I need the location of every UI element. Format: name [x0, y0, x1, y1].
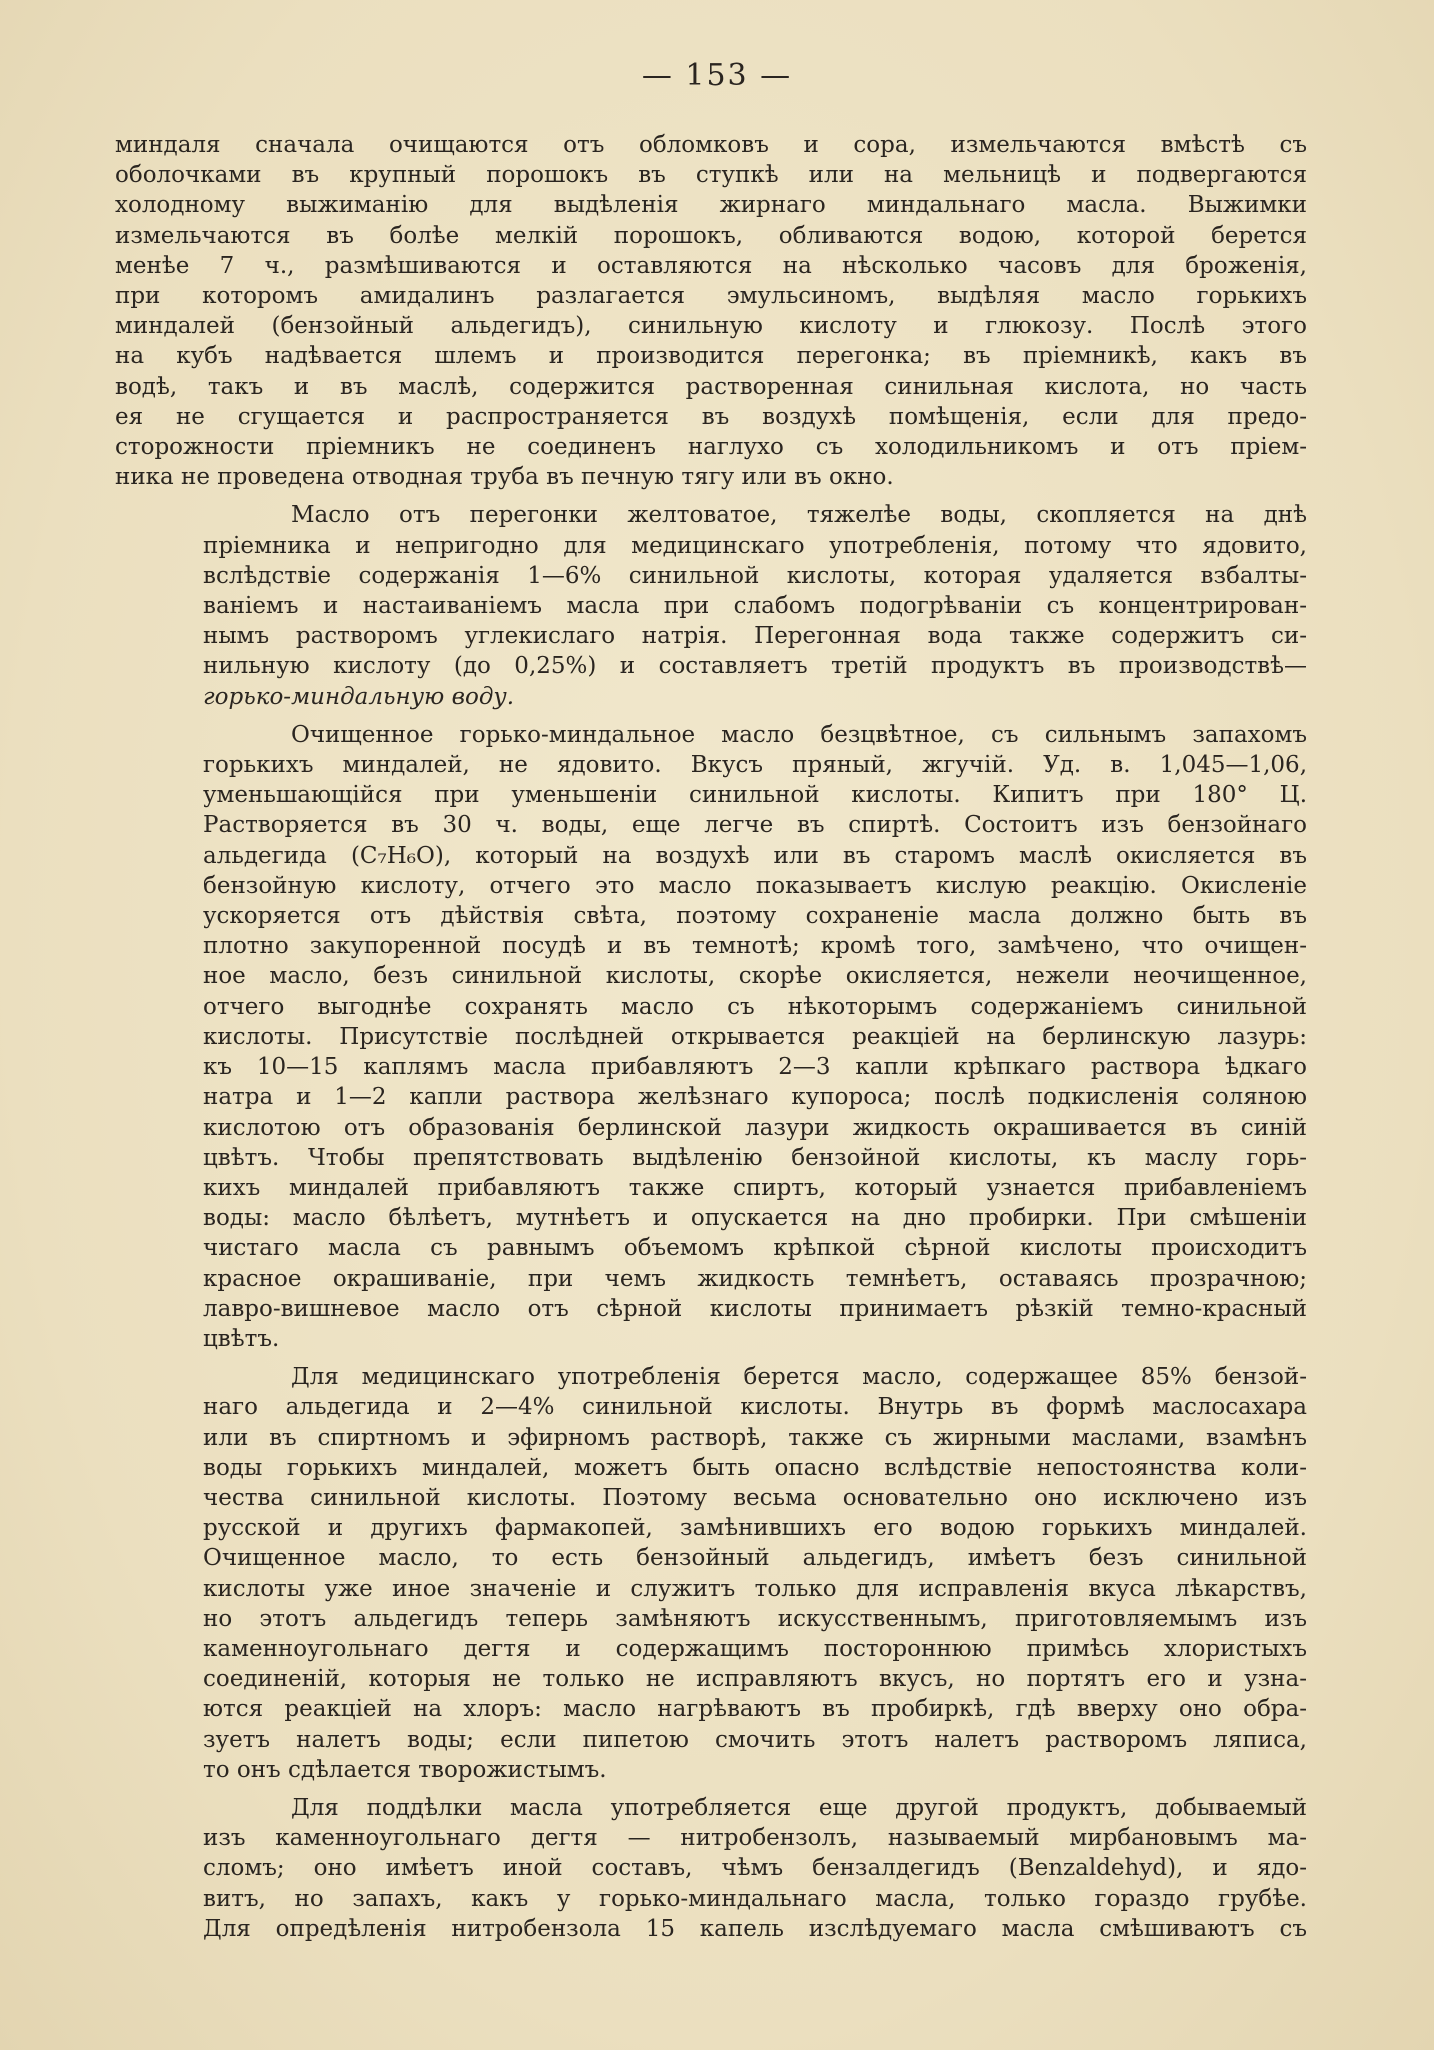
text-line: лавро-вишневое масло отъ сѣрной кислоты принимаетъ рѣзкій темно-красный	[203, 1295, 1307, 1322]
text-line: или въ спиртномъ и эфирномъ растворѣ, также съ жирными маслами, взамѣнъ	[203, 1424, 1307, 1451]
text-line: Масло отъ перегонки желтоватое, тяжелѣе воды, скопляется на днѣ	[291, 502, 1307, 529]
text-line: нымъ растворомъ углекислаго натрія. Перегонная вода также содержитъ си-	[203, 623, 1307, 650]
text-line: Для медицинскаго употребленія берется масло, содержащее 85% бензой-	[291, 1364, 1307, 1391]
text-line: цвѣтъ.	[203, 1325, 280, 1352]
text-line: уменьшающійся при уменьшеніи синильной кислоты. Кипитъ при 180° Ц.	[203, 782, 1307, 809]
text-line: изъ каменноугольнаго дегтя — нитробензолъ, называемый мирбановымъ ма-	[203, 1825, 1307, 1852]
text-line: при которомъ амидалинъ разлагается эмульсиномъ, выдѣляя масло горькихъ	[115, 283, 1307, 310]
text-line: ются реакціей на хлоръ: масло нагрѣваютъ въ пробиркѣ, гдѣ вверху оно обра-	[203, 1696, 1307, 1723]
text-line: бензойную кислоту, отчего это масло показываетъ кислую реакцію. Окисленіе	[203, 872, 1307, 899]
paragraph-4	[115, 1362, 1307, 1785]
paragraph-5	[115, 1793, 1307, 1944]
text-line: Для опредѣленія нитробензола 15 капель изслѣдуемаго масла смѣшиваютъ съ	[203, 1915, 1307, 1942]
text-line: нильную кислоту (до 0,25%) и составляетъ третій продуктъ въ производствѣ—	[203, 653, 1307, 680]
text-line: ускоряется отъ дѣйствія свѣта, поэтому сохраненіе масла должно быть въ	[203, 903, 1307, 930]
text-line: горькихъ миндалей, не ядовито. Вкусъ пряный, жгучій. Уд. в. 1,045—1,06,	[203, 752, 1307, 779]
text-line: наго альдегида и 2—4% синильной кислоты. Внутрь въ формѣ маслосахара	[203, 1394, 1307, 1421]
text-line: витъ, но запахъ, какъ у горько-миндальнаго масла, только гораздо грубѣе.	[203, 1885, 1307, 1912]
text-line: ея не сгущается и распространяется въ воздухѣ помѣщенія, если для предо-	[115, 403, 1307, 430]
text-line: ника не проведена отводная труба въ печную тягу или въ окно.	[115, 464, 894, 491]
text-line: воды горькихъ миндалей, можетъ быть опасно вслѣдствіе непостоянства коли-	[203, 1454, 1307, 1481]
text-line: миндалей (бензойный альдегидъ), синильную кислоту и глюкозу. Послѣ этого	[115, 313, 1307, 340]
text-line: миндаля сначала очищаются отъ обломковъ и сора, измельчаются вмѣстѣ съ	[115, 132, 1307, 158]
text-line: Очищенное горько-миндальное масло безцвѣтное, съ сильнымъ запахомъ	[291, 721, 1307, 748]
text-line: русской и другихъ фармакопей, замѣнившихъ его водою горькихъ миндалей.	[203, 1515, 1307, 1542]
text-line: кислоты. Присутствіе послѣдней открывается реакціей на берлинскую лазурь:	[203, 1023, 1307, 1050]
text-line: на кубъ надѣвается шлемъ и производится перегонка; въ пріемникѣ, какъ въ	[115, 343, 1307, 370]
paragraph-1	[115, 130, 1307, 492]
text-line: чества синильной кислоты. Поэтому весьма основательно оно исключено изъ	[203, 1484, 1307, 1511]
text-line: плотно закупоренной посудѣ и въ темнотѣ; кромѣ того, замѣчено, что очищен-	[203, 933, 1307, 960]
text-line: пріемника и непригодно для медицинскаго употребленія, потому что ядовито,	[203, 532, 1307, 559]
text-line: сломъ; оно имѣетъ иной составъ, чѣмъ бензалдегидъ (Benzaldehyd), и ядо-	[203, 1855, 1307, 1882]
body-text	[115, 130, 1307, 1952]
text-line: то онъ сдѣлается творожистымъ.	[203, 1756, 607, 1783]
paragraph-3	[115, 720, 1307, 1354]
text-line: Очищенное масло, то есть бензойный альдегидъ, имѣетъ безъ синильной	[203, 1545, 1307, 1572]
page-number: — 153 —	[641, 58, 793, 93]
text-line: Растворяется въ 30 ч. воды, еще легче въ спиртѣ. Состоитъ изъ бензойнаго	[203, 812, 1307, 839]
text-line: кислоты уже иное значеніе и служитъ только для исправленія вкуса лѣкарствъ,	[203, 1575, 1307, 1602]
text-line: воды: масло бѣлѣетъ, мутнѣетъ и опускается на дно пробирки. При смѣшеніи	[203, 1205, 1307, 1232]
text-line: но этотъ альдегидъ теперь замѣняютъ искусственнымъ, приготовляемымъ изъ	[203, 1605, 1307, 1632]
text-line: каменноугольнаго дегтя и содержащимъ постороннюю примѣсь хлористыхъ	[203, 1635, 1307, 1662]
text-line: оболочками въ крупный порошокъ въ ступкѣ или на мельницѣ и подвергаются	[115, 162, 1307, 189]
text-line: соединеній, которыя не только не исправляютъ вкусъ, но портятъ его и узна-	[203, 1666, 1307, 1693]
text-line: альдегида (C₇H₆O), который на воздухѣ или въ старомъ маслѣ окисляется въ	[203, 842, 1307, 869]
text-line: ное масло, безъ синильной кислоты, скорѣе окисляется, нежели неочищенное,	[203, 963, 1307, 990]
text-line: ваніемъ и настаиваніемъ масла при слабомъ подогрѣваніи съ концентрирован-	[203, 593, 1307, 620]
text-line: холодному выжиманію для выдѣленія жирнаго миндальнаго масла. Выжимки	[115, 192, 1307, 219]
text-line: отчего выгоднѣе сохранять масло съ нѣкоторымъ содержаніемъ синильной	[203, 993, 1307, 1020]
text-line: красное окрашиваніе, при чемъ жидкость темнѣетъ, оставаясь прозрачною;	[203, 1265, 1307, 1292]
text-line: измельчаются въ болѣе мелкій порошокъ, обливаются водою, которой берется	[115, 222, 1307, 249]
text-line: кихъ миндалей прибавляютъ также спиртъ, который узнается прибавленіемъ	[203, 1174, 1307, 1201]
text-line: натра и 1—2 капли раствора желѣзнаго купороса; послѣ подкисленія соляною	[203, 1084, 1307, 1111]
text-line: вслѣдствіе содержанія 1—6% синильной кислоты, которая удаляется взбалты-	[203, 562, 1307, 589]
text-line: горько-миндальную воду.	[203, 683, 515, 710]
text-line: менѣе 7 ч., размѣшиваются и оставляются на нѣсколько часовъ для броженія,	[115, 252, 1307, 279]
text-line: чистаго масла съ равнымъ объемомъ крѣпкой сѣрной кислоты происходитъ	[203, 1235, 1307, 1262]
text-line: цвѣтъ. Чтобы препятствовать выдѣленію бензойной кислоты, къ маслу горь-	[203, 1144, 1307, 1171]
text-line: зуетъ налетъ воды; если пипетою смочить этотъ налетъ растворомъ ляписа,	[203, 1726, 1307, 1753]
text-line: водѣ, такъ и въ маслѣ, содержится растворенная синильная кислота, но часть	[115, 373, 1307, 400]
text-line: Для поддѣлки масла употребляется еще другой продуктъ, добываемый	[291, 1794, 1307, 1821]
paragraph-2	[115, 500, 1307, 711]
text-line: къ 10—15 каплямъ масла прибавляютъ 2—3 капли крѣпкаго раствора ѣдкаго	[203, 1054, 1307, 1081]
text-line: сторожности пріемникъ не соединенъ наглухо съ холодильникомъ и отъ пріем-	[115, 434, 1307, 461]
text-line: кислотою отъ образованія берлинской лазури жидкость окрашивается въ синій	[203, 1114, 1307, 1141]
